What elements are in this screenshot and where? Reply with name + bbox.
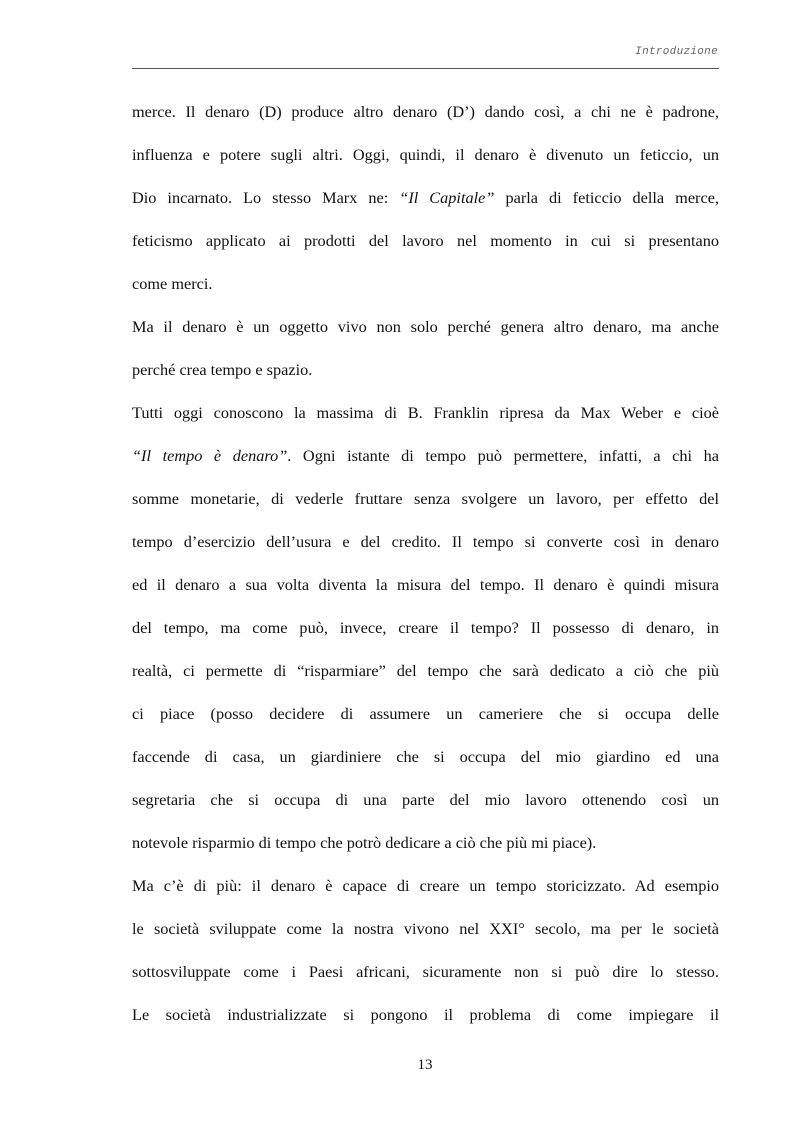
text-run: . Ogni istante di tempo può permettere, infatti, a chi ha bbox=[287, 446, 719, 465]
text-line: Tutti oggi conoscono la massima di B. Franklin ripresa da Max Weber e cioè bbox=[132, 403, 719, 422]
text-line: ci piace (posso decidere di assumere un cameriere che si occupa delle bbox=[132, 704, 719, 723]
text-line: perché crea tempo e spazio. bbox=[132, 360, 313, 379]
text-line: faccende di casa, un giardiniere che si occupa del mio giardino ed una bbox=[132, 747, 719, 766]
text-line: sottosviluppate come i Paesi africani, sicuramente non si può dire lo stesso. bbox=[132, 962, 719, 981]
text-line: del tempo, ma come può, invece, creare il tempo? Il possesso di denaro, in bbox=[132, 618, 719, 637]
page-number: 13 bbox=[417, 1057, 433, 1073]
text-line: notevole risparmio di tempo che potrò dedicare a ciò che più mi piace). bbox=[132, 833, 597, 852]
book-title: “Il Capitale” bbox=[399, 188, 495, 207]
text-line: tempo d’esercizio dell’usura e del credito. Il tempo si converte così in denaro bbox=[132, 532, 719, 551]
text-run: Dio incarnato. Lo stesso Marx ne: bbox=[132, 188, 400, 207]
text-line bbox=[132, 176, 719, 219]
text-line: Ma c’è di più: il denaro è capace di creare un tempo storicizzato. Ad esempio bbox=[132, 876, 719, 895]
text-line bbox=[132, 434, 719, 477]
text-line: segretaria che si occupa di una parte del mio lavoro ottenendo così un bbox=[132, 790, 719, 809]
text-line: realtà, ci permette di “risparmiare” del tempo che sarà dedicato a ciò che più bbox=[132, 661, 719, 680]
text-line: merce. Il denaro (D) produce altro denaro (D’) dando così, a chi ne è padrone, bbox=[132, 102, 719, 121]
quoted-maxim: “Il tempo è denaro” bbox=[132, 446, 288, 465]
text-line: somme monetarie, di vederle fruttare senza svolgere un lavoro, per effetto del bbox=[132, 489, 719, 508]
text-line: come merci. bbox=[132, 274, 213, 293]
running-header: Introduzione bbox=[635, 46, 718, 58]
text-line: feticismo applicato ai prodotti del lavoro nel momento in cui si presentano bbox=[132, 231, 719, 250]
header-rule bbox=[132, 68, 719, 69]
text-run: parla di feticcio della merce, bbox=[494, 188, 719, 207]
text-line: le società sviluppate come la nostra vivono nel XXI° secolo, ma per le società bbox=[132, 919, 719, 938]
text-line: influenza e potere sugli altri. Oggi, quindi, il denaro è divenuto un feticcio, un bbox=[132, 145, 719, 164]
text-line: Le società industrializzate si pongono il problema di come impiegare il bbox=[132, 1005, 719, 1024]
text-line: Ma il denaro è un oggetto vivo non solo perché genera altro denaro, ma anche bbox=[132, 317, 719, 336]
body-text bbox=[132, 90, 719, 1036]
text-line: ed il denaro a sua volta diventa la misura del tempo. Il denaro è quindi misura bbox=[132, 575, 719, 594]
